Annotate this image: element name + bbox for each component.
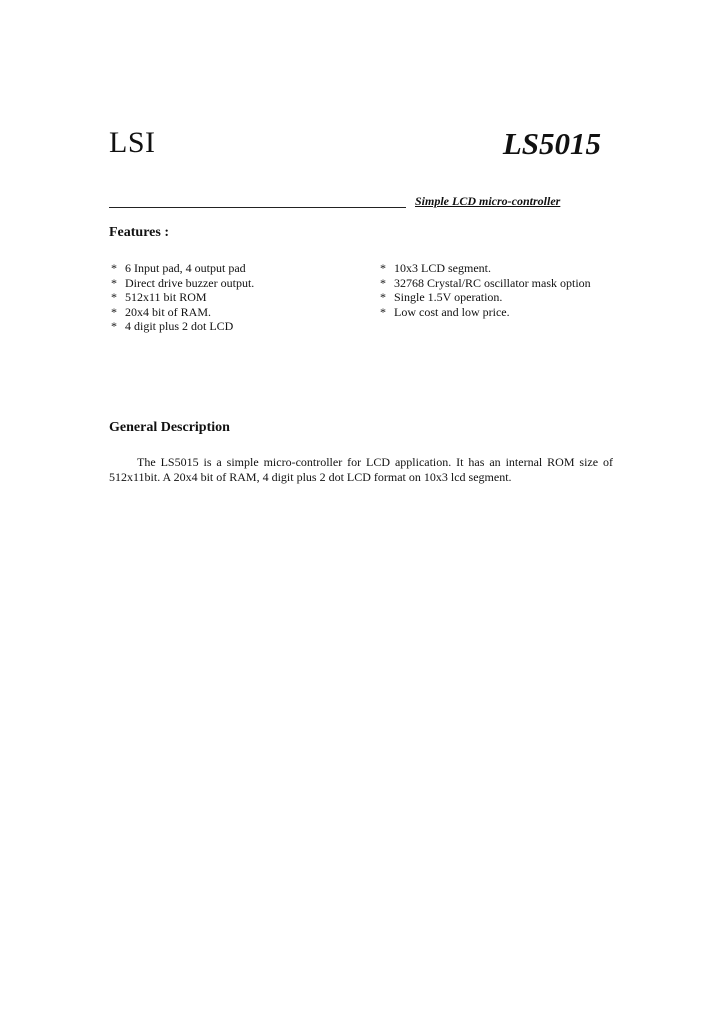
feature-text: 512x11 bit ROM	[125, 290, 207, 304]
feature-item	[380, 290, 591, 305]
bullet-icon: *	[111, 290, 117, 304]
feature-item	[380, 276, 591, 291]
feature-text: 6 Input pad, 4 output pad	[125, 261, 246, 275]
feature-item	[111, 290, 254, 305]
feature-text: Direct drive buzzer output.	[125, 275, 255, 290]
bullet-icon: *	[111, 275, 117, 290]
bullet-icon: *	[380, 261, 386, 275]
feature-text: Low cost and low price.	[394, 304, 510, 319]
feature-item	[111, 276, 254, 291]
bullet-icon: *	[111, 319, 117, 333]
feature-item	[111, 261, 254, 276]
bullet-icon: *	[380, 304, 386, 319]
brand-logo-text: LSI	[109, 126, 156, 159]
feature-item	[111, 319, 254, 334]
general-description-text: The LS5015 is a simple micro-controller for LCD application. It has an internal ROM size of 512x11bit. A 20x4 bit of RAM, 4 digit plus 2 dot LCD format on 10x3 lcd segment.	[109, 455, 613, 484]
bullet-icon: *	[111, 304, 117, 319]
bullet-icon: *	[111, 261, 117, 275]
document-subtitle: Simple LCD micro-controller	[415, 194, 561, 208]
features-heading: Features :	[109, 225, 169, 240]
feature-item	[111, 305, 254, 320]
feature-text: Single 1.5V operation.	[394, 290, 503, 304]
features-list-right	[380, 261, 591, 319]
feature-item	[380, 305, 591, 320]
bullet-icon: *	[380, 290, 386, 304]
bullet-icon: *	[380, 275, 386, 290]
feature-text: 20x4 bit of RAM.	[125, 304, 212, 319]
feature-text: 32768 Crystal/RC oscillator mask option	[394, 275, 591, 290]
general-description-heading: General Description	[109, 420, 230, 435]
feature-item	[380, 261, 591, 276]
feature-text: 4 digit plus 2 dot LCD	[125, 319, 234, 333]
part-number-title: LS5015	[502, 126, 601, 161]
features-list-left	[111, 261, 254, 334]
feature-text: 10x3 LCD segment.	[394, 261, 491, 275]
header-divider	[109, 207, 406, 208]
